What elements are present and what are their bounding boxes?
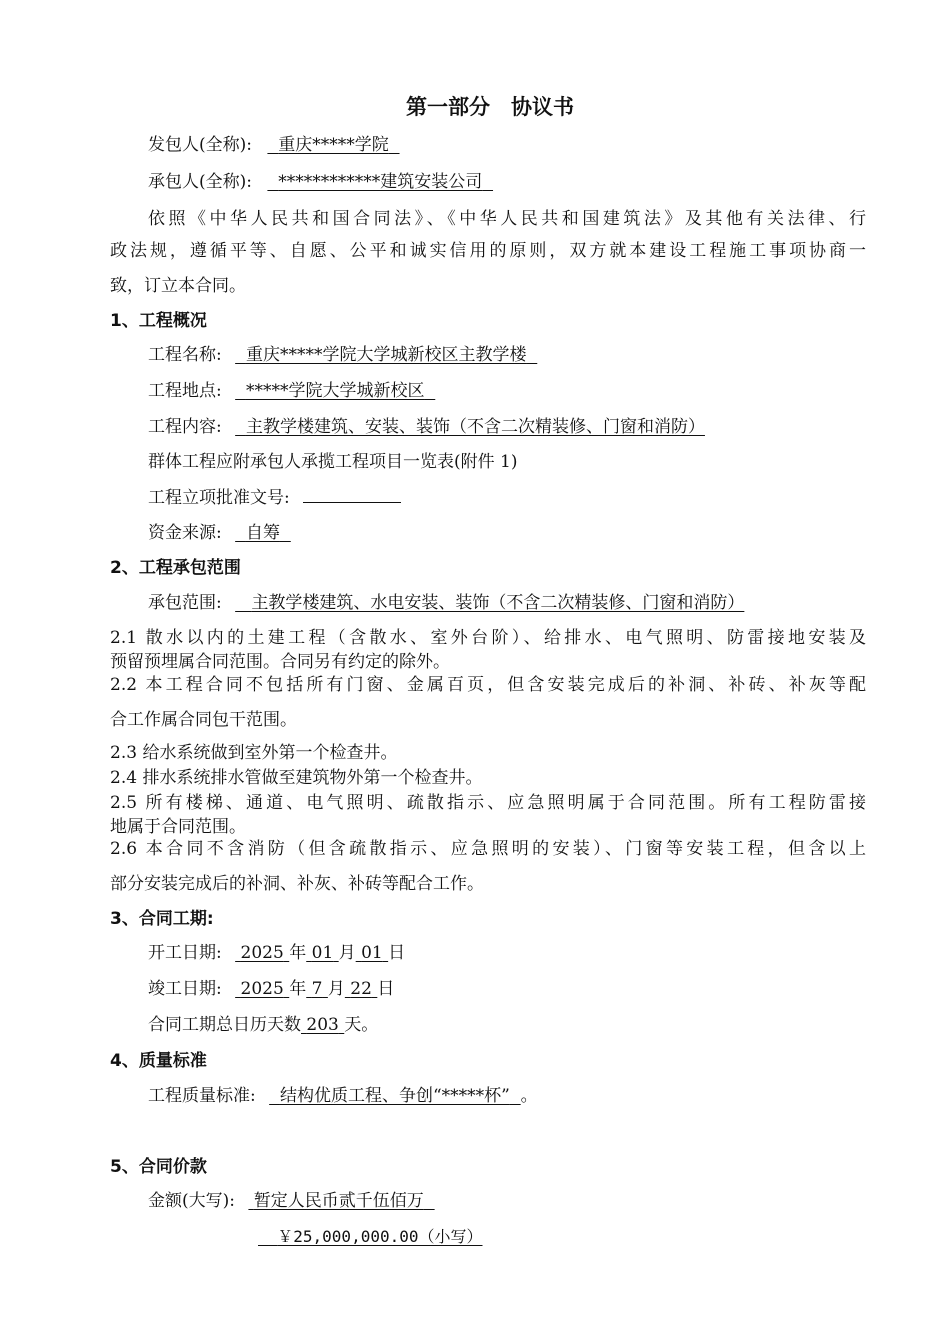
contractor-value: ************建筑安装公司 [278, 172, 483, 192]
scope-item-2-6-line-1: 2.6 本合同不含消防（但含疏散指示、应急照明的安装）、门窗等安装工程，但含以上 [110, 839, 866, 859]
amount-label: 金额(大写): [148, 1191, 235, 1211]
amount-words-value: 暂定人民币贰千伍佰万 [253, 1191, 424, 1211]
amount-figure-value: ￥25,000,000.00（小写） [277, 1227, 483, 1246]
start-date-label: 开工日期: [148, 943, 222, 963]
project-name-label: 工程名称: [148, 345, 222, 365]
project-content-line [148, 416, 705, 438]
funding-label: 资金来源: [148, 523, 222, 543]
day-char: 日 [377, 979, 395, 999]
section-1-heading: 1、工程概况 [110, 311, 207, 331]
quality-line [148, 1085, 538, 1107]
section-5-heading: 5、合同价款 [110, 1157, 207, 1177]
group-project-note: 群体工程应附承包人承揽工程项目一览表(附件 1) [148, 452, 518, 472]
project-name-line [148, 344, 537, 366]
employer-line [148, 134, 400, 156]
project-name-value: 重庆*****学院大学城新校区主教学楼 [245, 345, 527, 365]
employer-value: 重庆*****学院 [278, 135, 389, 155]
scope-item-2-4: 2.4 排水系统排水管做至建筑物外第一个检查井。 [110, 768, 483, 788]
preamble-line-3: 致，订立本合同。 [110, 276, 246, 296]
project-location-value: *****学院大学城新校区 [245, 381, 425, 401]
amount-words-line [148, 1190, 435, 1212]
section-4-heading: 4、质量标准 [110, 1051, 207, 1071]
funding-value: 自筹 [245, 523, 280, 543]
year-char: 年 [289, 943, 307, 963]
year-char: 年 [289, 979, 307, 999]
scope-label: 承包范围: [148, 593, 222, 613]
quality-value: 结构优质工程、争创“*****杯” [279, 1086, 510, 1106]
funding-line [148, 522, 291, 544]
scope-item-2-5-line-2: 地属于合同范围。 [110, 817, 246, 837]
quality-end: 。 [520, 1086, 538, 1106]
approval-number-line [148, 487, 401, 509]
scope-item-2-3: 2.3 给水系统做到室外第一个检查井。 [110, 743, 398, 763]
preamble-line-2: 政法规，遵循平等、自愿、公平和诚实信用的原则，双方就本建设工程施工事项协商一 [110, 241, 866, 261]
start-date-line [148, 942, 405, 964]
project-location-line [148, 380, 435, 402]
end-month: 7 [311, 979, 323, 999]
scope-item-2-1-line-1: 2.1 散水以内的土建工程（含散水、室外台阶）、给排水、电气照明、防雷接地安装及 [110, 628, 866, 648]
month-char: 月 [338, 943, 356, 963]
end-date-label: 竣工日期: [148, 979, 222, 999]
total-days-value: 203 [306, 1015, 339, 1035]
scope-line [148, 592, 744, 614]
section-3-heading: 3、合同工期: [110, 909, 214, 929]
total-days-line [148, 1014, 378, 1036]
approval-number-label: 工程立项批准文号: [148, 488, 290, 508]
quality-label: 工程质量标准: [148, 1086, 256, 1106]
total-days-unit: 天。 [344, 1015, 379, 1035]
end-year: 2025 [240, 979, 284, 999]
month-char: 月 [327, 979, 345, 999]
day-char: 日 [388, 943, 406, 963]
start-month: 01 [311, 943, 334, 963]
project-location-label: 工程地点: [148, 381, 222, 401]
contractor-line [148, 171, 493, 193]
preamble-line-1: 依照《中华人民共和国合同法》、《中华人民共和国建筑法》及其他有关法律、行 [148, 209, 866, 229]
project-content-label: 工程内容: [148, 417, 222, 437]
scope-item-2-6-line-2: 部分安装完成后的补洞、补灰、补砖等配合工作。 [110, 874, 484, 894]
end-date-line [148, 978, 394, 1000]
scope-item-2-1-line-2: 预留预埋属合同范围。合同另有约定的除外。 [110, 652, 450, 672]
amount-figure-line [258, 1226, 483, 1248]
project-content-value: 主教学楼建筑、安装、装饰（不含二次精装修、门窗和消防） [245, 417, 705, 437]
scope-item-2-2-line-1: 2.2 本工程合同不包括所有门窗、金属百页，但含安装完成后的补洞、补砖、补灰等配 [110, 675, 866, 695]
end-day: 22 [350, 979, 372, 999]
section-2-heading: 2、工程承包范围 [110, 558, 241, 578]
scope-value: 主教学楼建筑、水电安装、装饰（不含二次精装修、门窗和消防） [251, 593, 745, 613]
start-year: 2025 [240, 943, 284, 963]
scope-item-2-2-line-2: 合工作属合同包干范围。 [110, 710, 297, 730]
start-day: 01 [361, 943, 383, 963]
employer-label: 发包人(全称): [148, 135, 252, 155]
contractor-label: 承包人(全称): [148, 172, 252, 192]
approval-number-blank [303, 488, 401, 503]
scope-item-2-5-line-1: 2.5 所有楼梯、通道、电气照明、疏散指示、应急照明属于合同范围。所有工程防雷接 [110, 793, 866, 813]
page-title: 第一部分 协议书 [406, 95, 574, 119]
total-days-label: 合同工期总日历天数 [148, 1015, 301, 1035]
